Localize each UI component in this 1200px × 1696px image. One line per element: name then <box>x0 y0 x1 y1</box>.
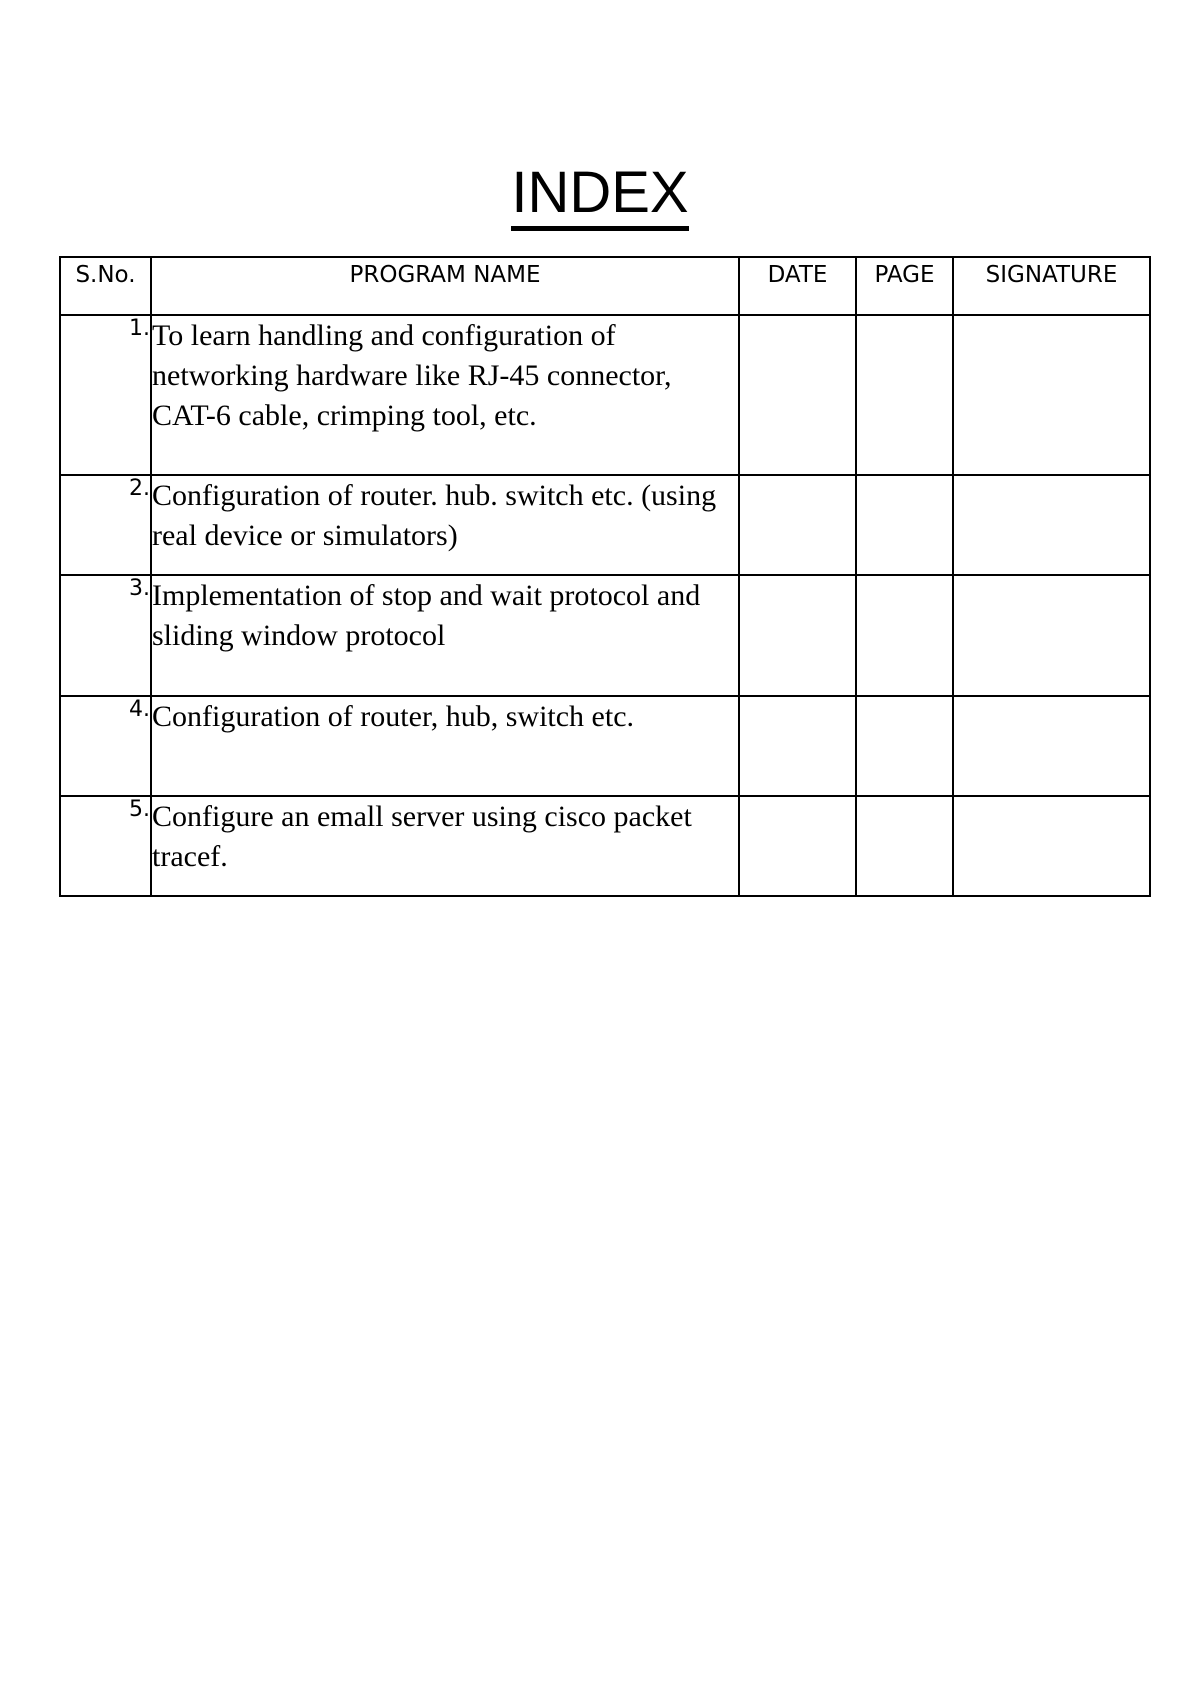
cell-program-name: Configure an emall server using cisco packet tracef. <box>151 796 739 896</box>
cell-date <box>739 796 856 896</box>
header-row <box>60 257 1150 315</box>
cell-date <box>739 475 856 575</box>
cell-signature <box>953 315 1150 475</box>
table-row <box>60 696 1150 796</box>
cell-sno: 3. <box>60 575 151 696</box>
cell-signature <box>953 796 1150 896</box>
cell-signature <box>953 575 1150 696</box>
page-title-text: INDEX <box>511 162 688 231</box>
cell-program-name: Configuration of router, hub, switch etc. <box>151 696 739 796</box>
header-page: PAGE <box>856 257 953 315</box>
table-header <box>60 257 1150 315</box>
header-signature: SIGNATURE <box>953 257 1150 315</box>
table-body <box>60 315 1150 896</box>
cell-signature <box>953 696 1150 796</box>
cell-date <box>739 315 856 475</box>
cell-page <box>856 315 953 475</box>
cell-page <box>856 696 953 796</box>
index-table <box>59 256 1151 897</box>
cell-page <box>856 575 953 696</box>
cell-program-name: Implementation of stop and wait protocol and sliding window protocol <box>151 575 739 696</box>
header-sno: S.No. <box>60 257 151 315</box>
cell-sno: 5. <box>60 796 151 896</box>
cell-page <box>856 796 953 896</box>
cell-date <box>739 696 856 796</box>
cell-program-name: Configuration of router. hub. switch etc. (using real device or simulators) <box>151 475 739 575</box>
header-program-name: PROGRAM NAME <box>151 257 739 315</box>
cell-program-name: To learn handling and configuration of networking hardware like RJ-45 connector, CAT-6 cable, crimping tool, etc. <box>151 315 739 475</box>
table-row <box>60 796 1150 896</box>
cell-page <box>856 475 953 575</box>
cell-date <box>739 575 856 696</box>
page-title <box>0 158 1200 231</box>
table-row <box>60 475 1150 575</box>
table-row <box>60 315 1150 475</box>
cell-sno: 1. <box>60 315 151 475</box>
table-row <box>60 575 1150 696</box>
cell-sno: 4. <box>60 696 151 796</box>
cell-signature <box>953 475 1150 575</box>
cell-sno: 2. <box>60 475 151 575</box>
header-date: DATE <box>739 257 856 315</box>
